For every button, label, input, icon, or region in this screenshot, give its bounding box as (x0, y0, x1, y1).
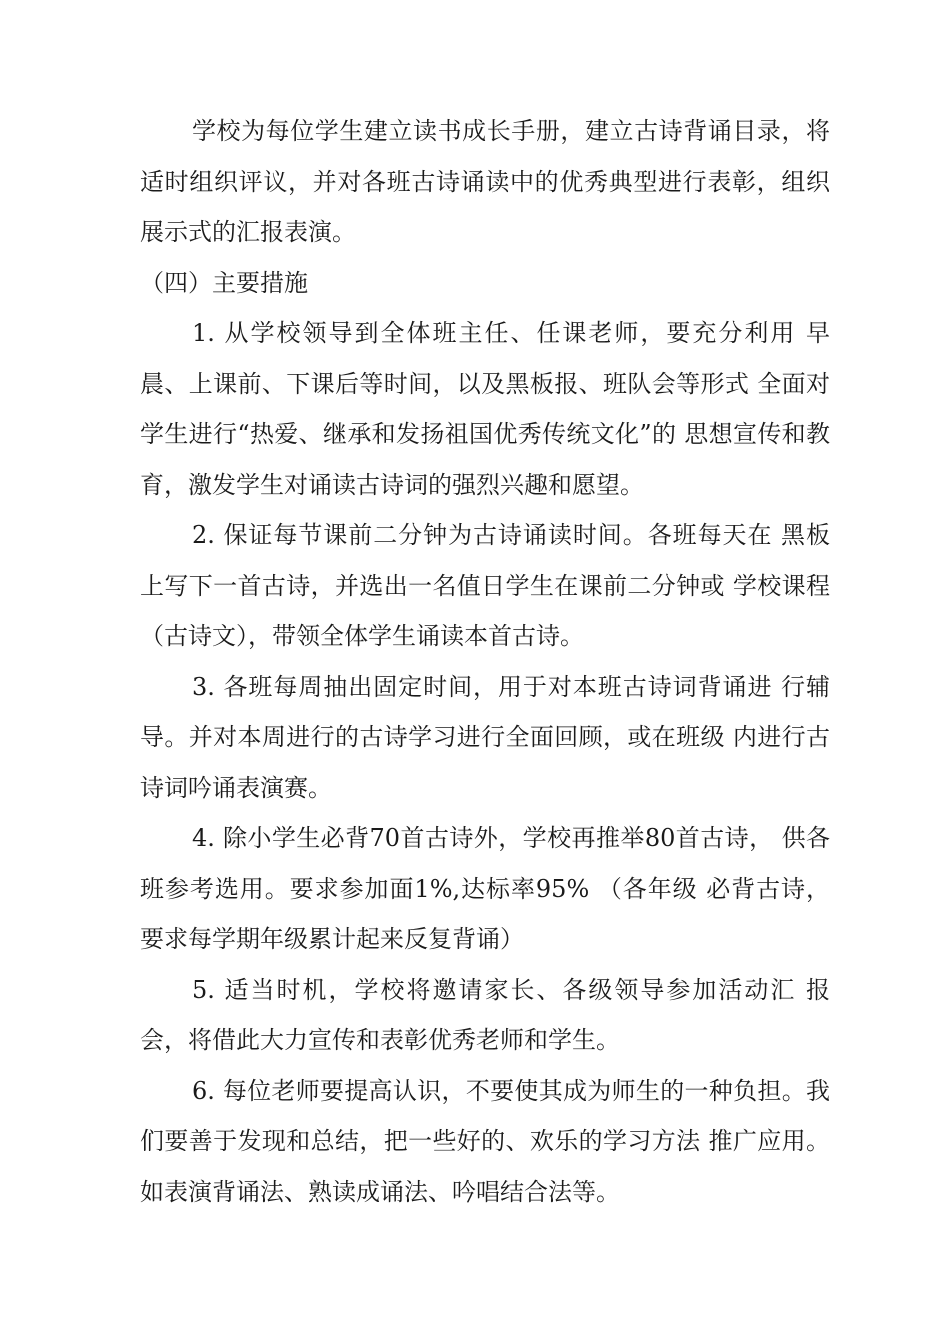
measure-paragraph-4: 4. 除小学生必背70首古诗外，学校再推举80首古诗， 供各班参考选用。要求参加面1%,达标率95% （各年级 必背古诗，要求每学期年级累计起来反复背诵） (140, 824, 830, 953)
measure-paragraph-5: 5. 适当时机，学校将邀请家长、各级领导参加活动汇 报会，将借此大力宣传和表彰优秀老师和学生。 (140, 975, 830, 1054)
document-body (140, 106, 830, 1217)
measure-paragraph-1: 1. 从学校领导到全体班主任、任课老师，要充分利用 早晨、上课前、下课后等时间，以及黑板报、班队会等形式 全面对学生进行“热爱、继承和发扬祖国优秀传统文化”的 思想宣传和教育，激发学生对诵读古诗词的强烈兴趣和愿望。 (140, 319, 830, 499)
section-heading: （四）主要措施 (140, 268, 308, 297)
measure-paragraph-2: 2. 保证每节课前二分钟为古诗诵读时间。各班每天在 黑板上写下一首古诗，并选出一名值日学生在课前二分钟或 学校课程（古诗文），带领全体学生诵读本首古诗。 (140, 521, 830, 650)
measure-paragraph-3: 3. 各班每周抽出固定时间，用于对本班古诗词背诵进 行辅导。并对本周进行的古诗学习进行全面回顾，或在班级 内进行古诗词吟诵表演赛。 (140, 672, 830, 802)
measure-paragraph-6: 6. 每位老师要提高认识，不要使其成为师生的一种负担。我们要善于发现和总结，把一些好的、欢乐的学习方法 推广应用。如表演背诵法、熟读成诵法、吟唱结合法等。 (140, 1076, 830, 1206)
intro-paragraph: 学校为每位学生建立读书成长手册，建立古诗背诵目录，将适时组织评议，并对各班古诗诵读中的优秀典型进行表彰，组织展示式的汇报表演。 (140, 117, 830, 246)
